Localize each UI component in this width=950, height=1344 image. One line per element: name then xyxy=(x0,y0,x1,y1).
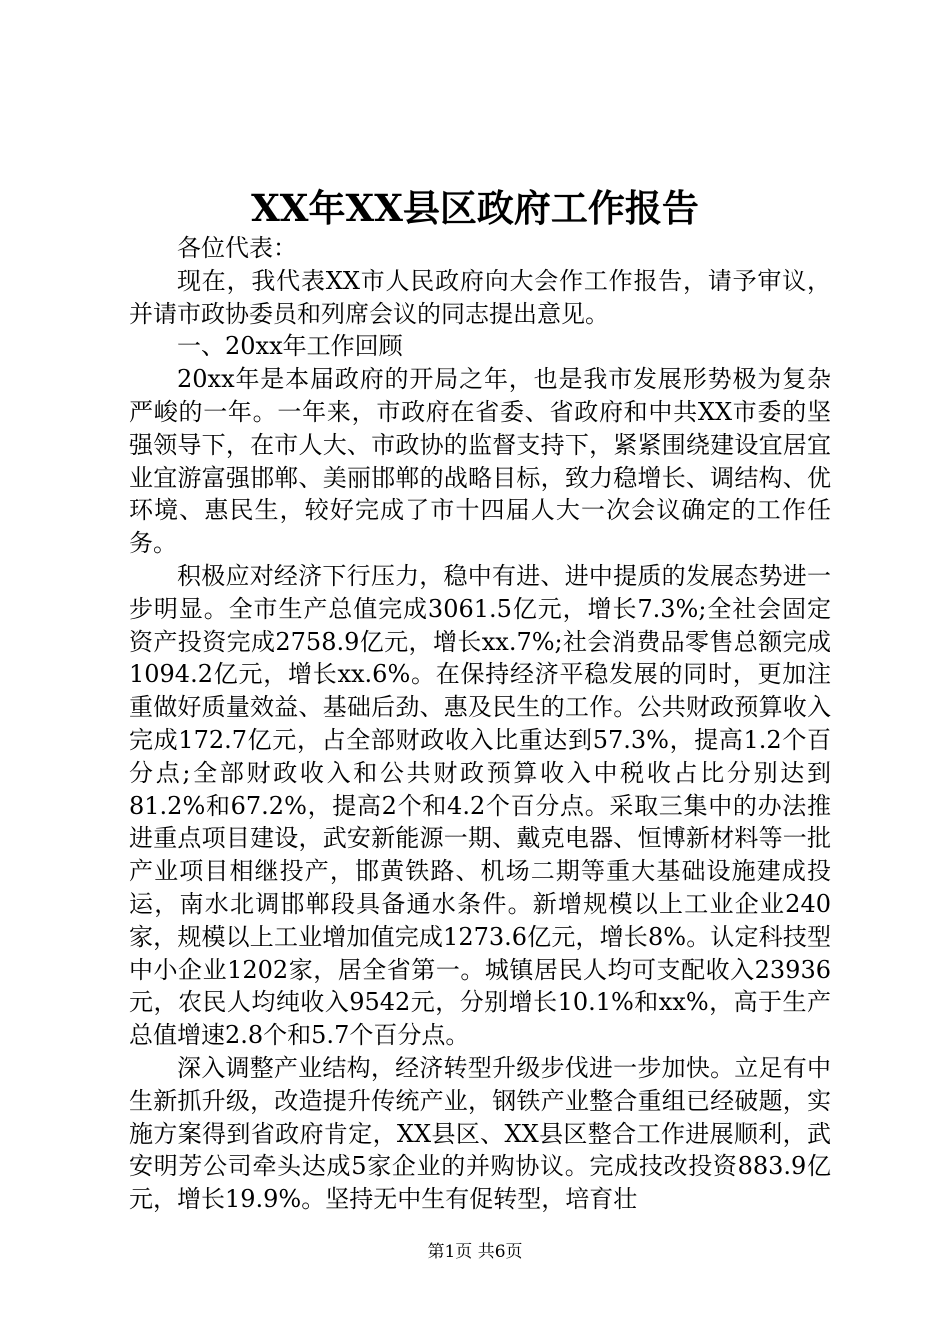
document-body xyxy=(129,232,831,1216)
page-title: XX年XX县区政府工作报告 xyxy=(251,186,699,230)
paragraph-overview: 20xx年是本届政府的开局之年，也是我市发展形势极为复杂严峻的一年。一年来，市政府在省委、省政府和中共XX市委的坚强领导下，在市人大、市政协的监督支持下，紧紧围绕建设宜居宜业宜游富强邯郸、美丽邯郸的战略目标，致力稳增长、调结构、优环境、惠民生，较好完成了市十四届人大一次会议确定的工作任务。 xyxy=(129,365,831,558)
page-number-footer: 第1页 共6页 xyxy=(427,1242,523,1262)
paragraph-economy: 积极应对经济下行压力，稳中有进、进中提质的发展态势进一步明显。全市生产总值完成3061.5亿元，增长7.3%;全社会固定资产投资完成2758.9亿元，增长xx.7%;社会消费品零售总额完成1094.2亿元，增长xx.6%。在保持经济平稳发展的同时，更加注重做好质量效益、基础后劲、惠及民生的工作。公共财政预算收入完成172.7亿元，占全部财政收入比重达到57.3%，提高1.2个百分点;全部财政收入和公共财政预算收入中税收占比分别达到81.2%和67.2%，提高2个和4.2个百分点。采取三集中的办法推进重点项目建设，武安新能源一期、戴克电器、恒博新材料等一批产业项目相继投产，邯黄铁路、机场二期等重大基础设施建成投运，南水北调邯郸段具备通水条件。新增规模以上工业企业240家，规模以上工业增加值完成1273.6亿元，增长8%。认定科技型中小企业1202家，居全省第一。城镇居民人均可支配收入23936元，农民人均纯收入9542元，分别增长10.1%和xx%，高于生产总值增速2.8个和5.7个百分点。 xyxy=(129,561,831,1050)
section-heading: 一、20xx年工作回顾 xyxy=(177,332,403,361)
paragraph-intro: 现在，我代表XX市人民政府向大会作工作报告，请予审议，并请市政协委员和列席会议的同志提出意见。 xyxy=(129,266,831,328)
paragraph-industry: 深入调整产业结构，经济转型升级步伐进一步加快。立足有中生新抓升级，改造提升传统产业，钢铁产业整合重组已经破题，实施方案得到省政府肯定，XX县区、XX县区整合工作进展顺利，武安明芳公司牵头达成5家企业的并购协议。完成技改投资883.9亿元，增长19.9%。坚持无中生有促转型，培育壮 xyxy=(129,1053,831,1214)
paragraph-salutation: 各位代表： xyxy=(177,234,297,262)
